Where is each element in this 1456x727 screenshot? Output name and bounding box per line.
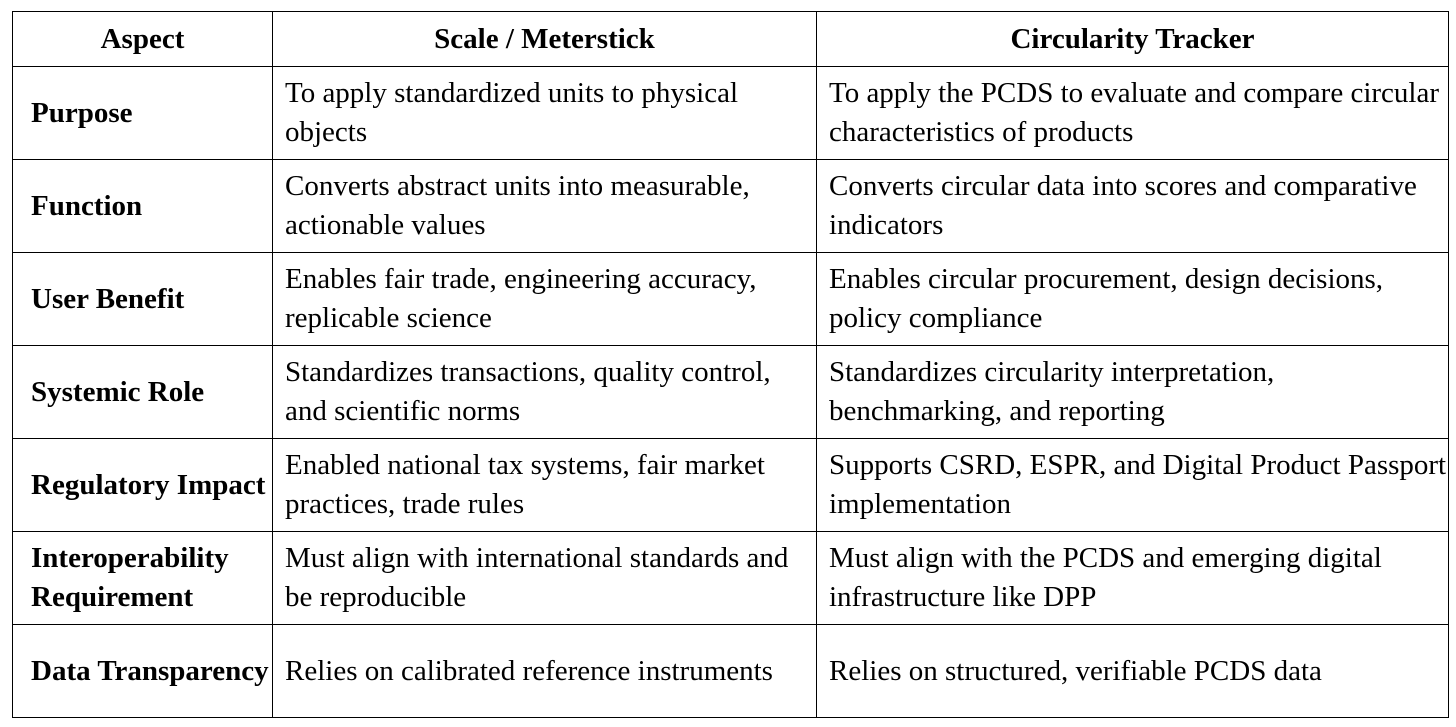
row-scale: Must align with international standards and be reproducible (273, 532, 817, 625)
header-tracker: Circularity Tracker (817, 12, 1449, 67)
table-header-row (13, 12, 1449, 67)
row-tracker: Converts circular data into scores and comparative indicators (817, 160, 1449, 253)
row-tracker: To apply the PCDS to evaluate and compare circular characteristics of products (817, 67, 1449, 160)
row-aspect: User Benefit (13, 253, 273, 346)
table-row (13, 67, 1449, 160)
row-aspect: Purpose (13, 67, 273, 160)
header-scale: Scale / Meterstick (273, 12, 817, 67)
row-tracker: Supports CSRD, ESPR, and Digital Product Passport implementation (817, 439, 1449, 532)
comparison-table-container (12, 11, 1448, 719)
table-row (13, 625, 1449, 718)
table-row (13, 439, 1449, 532)
row-aspect: Systemic Role (13, 346, 273, 439)
row-tracker: Must align with the PCDS and emerging digital infrastructure like DPP (817, 532, 1449, 625)
header-aspect: Aspect (13, 12, 273, 67)
table-row (13, 253, 1449, 346)
table-row (13, 160, 1449, 253)
row-scale: To apply standardized units to physical objects (273, 67, 817, 160)
row-tracker: Enables circular procurement, design decisions, policy compliance (817, 253, 1449, 346)
row-tracker: Standardizes circularity interpretation, benchmarking, and reporting (817, 346, 1449, 439)
row-scale: Converts abstract units into measurable, actionable values (273, 160, 817, 253)
row-aspect: Function (13, 160, 273, 253)
comparison-table (12, 11, 1449, 718)
row-scale: Enabled national tax systems, fair market practices, trade rules (273, 439, 817, 532)
row-scale: Relies on calibrated reference instruments (273, 625, 817, 718)
row-tracker: Relies on structured, verifiable PCDS data (817, 625, 1449, 718)
row-aspect: Interoperability Requirement (13, 532, 273, 625)
row-aspect: Regulatory Impact (13, 439, 273, 532)
table-row (13, 346, 1449, 439)
row-aspect: Data Transparency (13, 625, 273, 718)
row-scale: Standardizes transactions, quality control, and scientific norms (273, 346, 817, 439)
row-scale: Enables fair trade, engineering accuracy, replicable science (273, 253, 817, 346)
table-row (13, 532, 1449, 625)
